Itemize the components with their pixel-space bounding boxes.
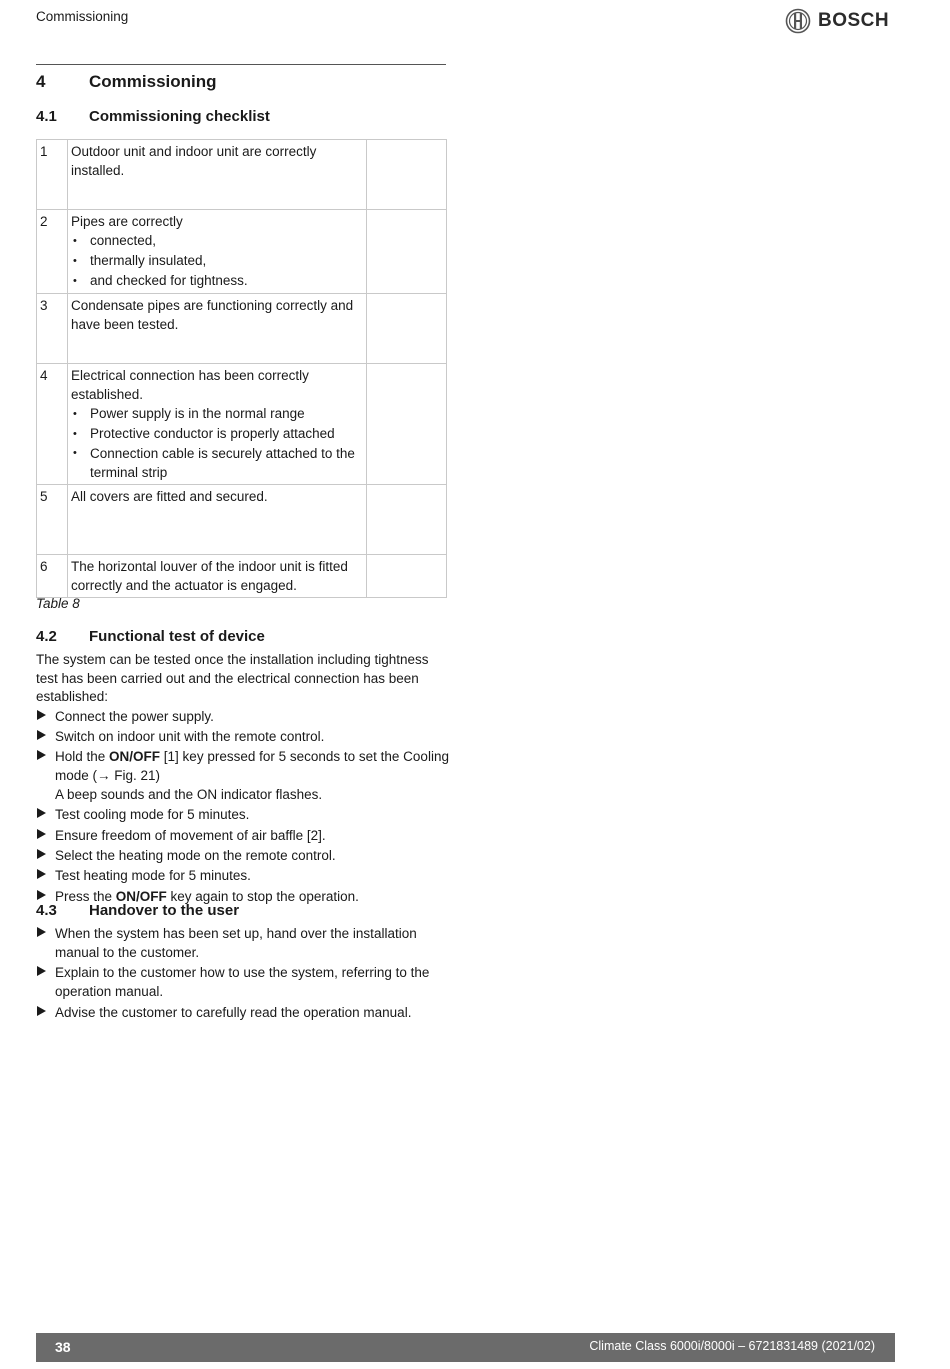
intro-paragraph: The system can be tested once the installation including tightness test has been carried out and the electrical connection has been established:: [36, 652, 429, 704]
section-title: Handover to the user: [89, 902, 240, 919]
step-text: Connect the power supply.: [55, 708, 214, 724]
step-note: A beep sounds and the ON indicator flashes.: [55, 787, 323, 803]
row-description: Outdoor unit and indoor unit are correctly installed.: [71, 144, 317, 178]
arrow-bullet-icon: [37, 710, 46, 720]
list-item: [36, 846, 451, 865]
list-item: • Power supply is in the normal range: [71, 404, 363, 424]
list-item: [36, 1003, 451, 1022]
arrow-bullet-icon: [37, 829, 46, 839]
list-item: [36, 707, 451, 726]
row-number: 2: [37, 210, 68, 294]
row-text: [68, 485, 367, 555]
row-description: Condensate pipes are functioning correctly and have been tested.: [71, 298, 354, 332]
check-box-cell[interactable]: [367, 485, 447, 555]
arrow-bullet-icon: [37, 730, 46, 740]
row-description: The horizontal louver of the indoor unit is fitted correctly and the actuator is engaged.: [71, 559, 348, 593]
row-text: [68, 364, 367, 485]
list-item: [36, 963, 451, 1001]
row-text: [68, 555, 367, 598]
table-row: [37, 210, 447, 294]
row-number: 3: [37, 294, 68, 364]
table-row: [37, 555, 447, 598]
section-4-1-heading: [36, 108, 270, 125]
table-row: [37, 485, 447, 555]
step-text: Explain to the customer how to use the system, referring to the operation manual.: [55, 965, 430, 1000]
row-text: [68, 210, 367, 294]
table-caption: Table 8: [36, 596, 80, 611]
arrow-bullet-icon: [37, 1006, 46, 1016]
step-text: Select the heating mode on the remote control.: [55, 847, 336, 863]
test-steps-list: [36, 707, 451, 906]
row-text: [68, 140, 367, 210]
check-box-cell[interactable]: [367, 555, 447, 598]
commissioning-checklist-table: [36, 139, 447, 598]
chapter-heading: [36, 72, 217, 92]
key-label: ON/OFF: [109, 749, 161, 765]
check-box-cell[interactable]: [367, 210, 447, 294]
document-reference: Climate Class 6000i/8000i – 6721831489 (2021/02): [589, 1339, 875, 1353]
section-number: 4.2: [36, 628, 57, 645]
section-number: 4.3: [36, 902, 57, 919]
section-4-2-body: [36, 651, 451, 907]
chapter-rule: [36, 64, 446, 65]
section-4-2-heading: [36, 628, 265, 645]
step-text: Press the: [55, 888, 116, 904]
page-footer: [36, 1333, 895, 1362]
section-number: 4.1: [36, 108, 57, 125]
row-description: Pipes are correctly: [71, 214, 183, 229]
list-item: • thermally insulated,: [71, 251, 363, 271]
section-title: Functional test of device: [89, 628, 265, 645]
row-description: Electrical connection has been correctly established.: [71, 368, 309, 402]
arrow-bullet-icon: [37, 869, 46, 879]
row-number: 4: [37, 364, 68, 485]
step-text: Advise the customer to carefully read the operation manual.: [55, 1004, 412, 1020]
page-number: 38: [55, 1339, 71, 1355]
arrow-bullet-icon: [37, 849, 46, 859]
section-title: Commissioning checklist: [89, 108, 270, 125]
brand-logo: [785, 8, 889, 34]
list-item: • Connection cable is securely attached to the terminal strip: [71, 444, 363, 482]
row-number: 1: [37, 140, 68, 210]
chapter-title: Commissioning: [89, 72, 217, 91]
row-number: 6: [37, 555, 68, 598]
table-row: [37, 364, 447, 485]
arrow-bullet-icon: [37, 890, 46, 900]
list-item: [36, 747, 451, 804]
section-4-3-body: [36, 924, 451, 1023]
bosch-armature-icon: [785, 8, 811, 34]
handover-steps-list: [36, 924, 451, 1022]
check-box-cell[interactable]: [367, 294, 447, 364]
brand-name: BOSCH: [818, 10, 890, 31]
arrow-bullet-icon: [37, 750, 46, 760]
row-description: All covers are fitted and secured.: [71, 489, 268, 504]
list-item: [36, 727, 451, 746]
list-item: • Protective conductor is properly attached: [71, 424, 363, 444]
list-item: [36, 826, 451, 845]
running-header: Commissioning: [36, 9, 129, 24]
arrow-bullet-icon: [37, 808, 46, 818]
step-text: key again to stop the operation.: [166, 888, 359, 904]
step-text: Switch on indoor unit with the remote control.: [55, 728, 325, 744]
section-4-3-heading: [36, 902, 239, 919]
table-row: [37, 294, 447, 364]
step-text: Test heating mode for 5 minutes.: [55, 868, 251, 884]
list-item: [36, 805, 451, 824]
list-item: • and checked for tightness.: [71, 271, 363, 291]
step-text: Hold the: [55, 749, 110, 765]
step-text: When the system has been set up, hand over the installation manual to the customer.: [55, 926, 417, 960]
table-row: [37, 140, 447, 210]
key-label: ON/OFF: [115, 888, 167, 904]
list-item: [36, 924, 451, 962]
check-box-cell[interactable]: [367, 364, 447, 485]
chapter-number: 4: [36, 72, 46, 91]
arrow-bullet-icon: [37, 966, 46, 976]
step-text: Ensure freedom of movement of air baffle [2].: [55, 827, 326, 843]
arrow-bullet-icon: [37, 927, 46, 937]
row-text: [68, 294, 367, 364]
step-text: Test cooling mode for 5 minutes.: [55, 807, 250, 823]
step-text: [1] key pressed for 5 seconds to set the Cooling mode (→ Fig. 21): [55, 749, 449, 784]
list-item: [36, 866, 451, 885]
list-item: • connected,: [71, 231, 363, 251]
row-number: 5: [37, 485, 68, 555]
check-box-cell[interactable]: [367, 140, 447, 210]
